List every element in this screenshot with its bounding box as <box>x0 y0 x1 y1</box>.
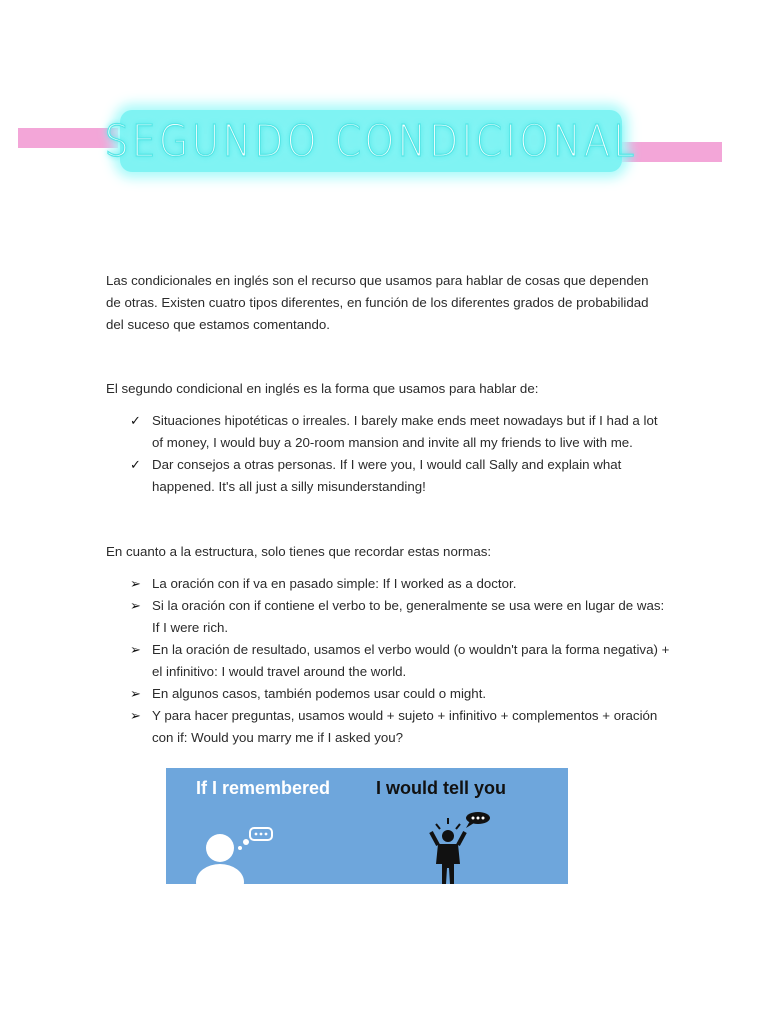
list-item <box>130 705 670 749</box>
arrow-bullet-icon: ➢ <box>130 576 141 591</box>
arrow-bullet-icon: ➢ <box>130 598 141 613</box>
uses-intro: El segundo condicional en inglés es la forma que usamos para hablar de: <box>106 381 539 396</box>
list-item <box>130 683 670 705</box>
list-item-text: Dar consejos a otras personas. If I were you, I would call Sally and explain what happened. It's all just a silly misunderstanding! <box>152 457 622 494</box>
arrow-bullet-icon: ➢ <box>130 642 141 657</box>
structure-intro: En cuanto a la estructura, solo tienes que recordar estas normas: <box>106 544 492 559</box>
uses-list <box>130 410 670 498</box>
rules-list <box>130 573 670 749</box>
list-item-text: La oración con if va en pasado simple: If I worked as a doctor. <box>152 576 517 591</box>
title-banner <box>104 110 638 172</box>
list-item <box>130 573 670 595</box>
thinking-person-icon <box>196 826 276 884</box>
arrow-bullet-icon: ➢ <box>130 686 141 701</box>
check-icon: ✓ <box>130 457 141 472</box>
list-item-text: Y para hacer preguntas, usamos would + sujeto + infinitivo + complementos + oración con if: Would you marry me if I asked you? <box>152 708 658 745</box>
title-left-bar <box>18 128 118 148</box>
check-icon: ✓ <box>130 413 141 428</box>
list-item <box>130 639 670 683</box>
list-item-text: Si la oración con if contiene el verbo to be, generalmente se usa were en lugar de was: If I were rich. <box>152 598 665 635</box>
speaking-person-icon <box>428 812 500 884</box>
conditional-illustration <box>166 768 568 884</box>
arrow-bullet-icon: ➢ <box>130 708 141 723</box>
list-item-text: En la oración de resultado, usamos el verbo would (o wouldn't para la forma negativa) + el infinitivo: I would travel around the world. <box>152 642 670 679</box>
intro-paragraph: Las condicionales en inglés son el recurso que usamos para hablar de cosas que dependen de otras. Existen cuatro tipos diferentes, en función de los diferentes grados de probabilidad del suceso que estamos comentando. <box>106 273 649 332</box>
list-item <box>130 410 670 454</box>
list-item-text: En algunos casos, también podemos usar could o might. <box>152 686 487 701</box>
list-item-text: Situaciones hipotéticas o irreales. I barely make ends meet nowadays but if I had a lot of money, I would buy a 20-room mansion and invite all my friends to live with me. <box>152 413 658 450</box>
illustration-right-text: I would tell you <box>376 778 506 798</box>
list-item <box>130 595 670 639</box>
page-title: SEGUNDO CONDICIONAL <box>104 115 638 167</box>
list-item <box>130 454 670 498</box>
illustration-left-text: If I remembered <box>196 778 331 798</box>
